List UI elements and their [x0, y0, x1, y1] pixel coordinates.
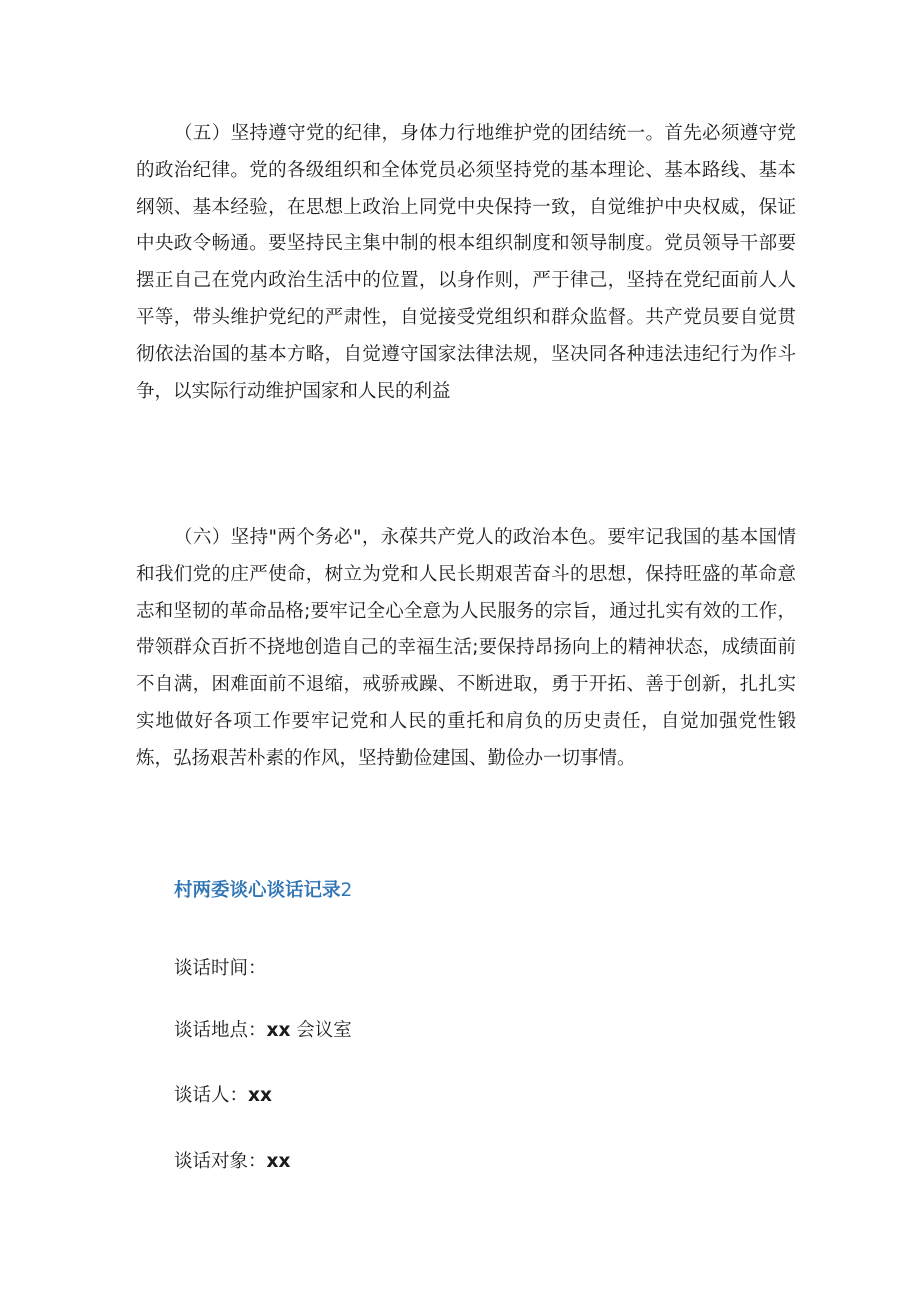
paragraph-six: （六）坚持"两个务必"，永葆共产党人的政治本色。要牢记我国的基本国情和我们党的庄严使命，树立为党和人民长期艰苦奋斗的思想，保持旺盛的革命意志和坚韧的革命品格;要牢记全心全意为人民服务的宗旨，通过扎实有效的工作，带领群众百折不挠地创造自己的幸福生活;要保持昂扬向上的精神状态，成绩面前不自满，困难面前不退缩，戒骄戒躁、不断进取，勇于开拓、善于创新，扎扎实实地做好各项工作要牢记党和人民的重托和肩负的历史责任，自觉加强党性锻炼，弘扬艰苦朴素的作风，坚持勤俭建国、勤俭办一切事情。 [136, 527, 796, 769]
field-talker-label: 谈话人： [174, 1085, 249, 1106]
paragraph-five: （五）坚持遵守党的纪律，身体力行地维护党的团结统一。首先必须遵守党的政治纪律。党的各级组织和全体党员必须坚持党的基本理论、基本路线、基本纲领、基本经验，在思想上政治上同党中央保持一致，自觉维护中央权威，保证中央政令畅通。要坚持民主集中制的根本组织制度和领导制度。党员领导干部要摆正自己在党内政治生活中的位置，以身作则，严于律己，坚持在党纪面前人人平等，带头维护党纪的严肃性，自觉接受党组织和群众监督。共产党员要自觉贯彻依法治国的基本方略，自觉遵守国家法律法规，坚决同各种违法违纪行为作斗争，以实际行动维护国家和人民的利益 [136, 123, 796, 402]
field-talk-time [174, 954, 267, 984]
field-talker [174, 1081, 272, 1111]
field-talk-target-value: xx [266, 1151, 291, 1172]
section-heading [174, 876, 352, 906]
section-heading-title: 村两委谈心谈话记录 [174, 880, 341, 901]
field-talk-location [174, 1016, 352, 1046]
field-talk-target-label: 谈话对象： [174, 1151, 267, 1172]
field-talk-time-label: 谈话时间： [174, 958, 267, 979]
field-talk-target [174, 1147, 290, 1177]
field-talk-location-value: xx [266, 1020, 291, 1041]
field-talk-location-suffix: 会议室 [296, 1020, 352, 1041]
field-talk-location-label: 谈话地点： [174, 1020, 267, 1041]
field-talker-value: xx [248, 1085, 272, 1106]
section-heading-number: 2 [340, 880, 353, 901]
